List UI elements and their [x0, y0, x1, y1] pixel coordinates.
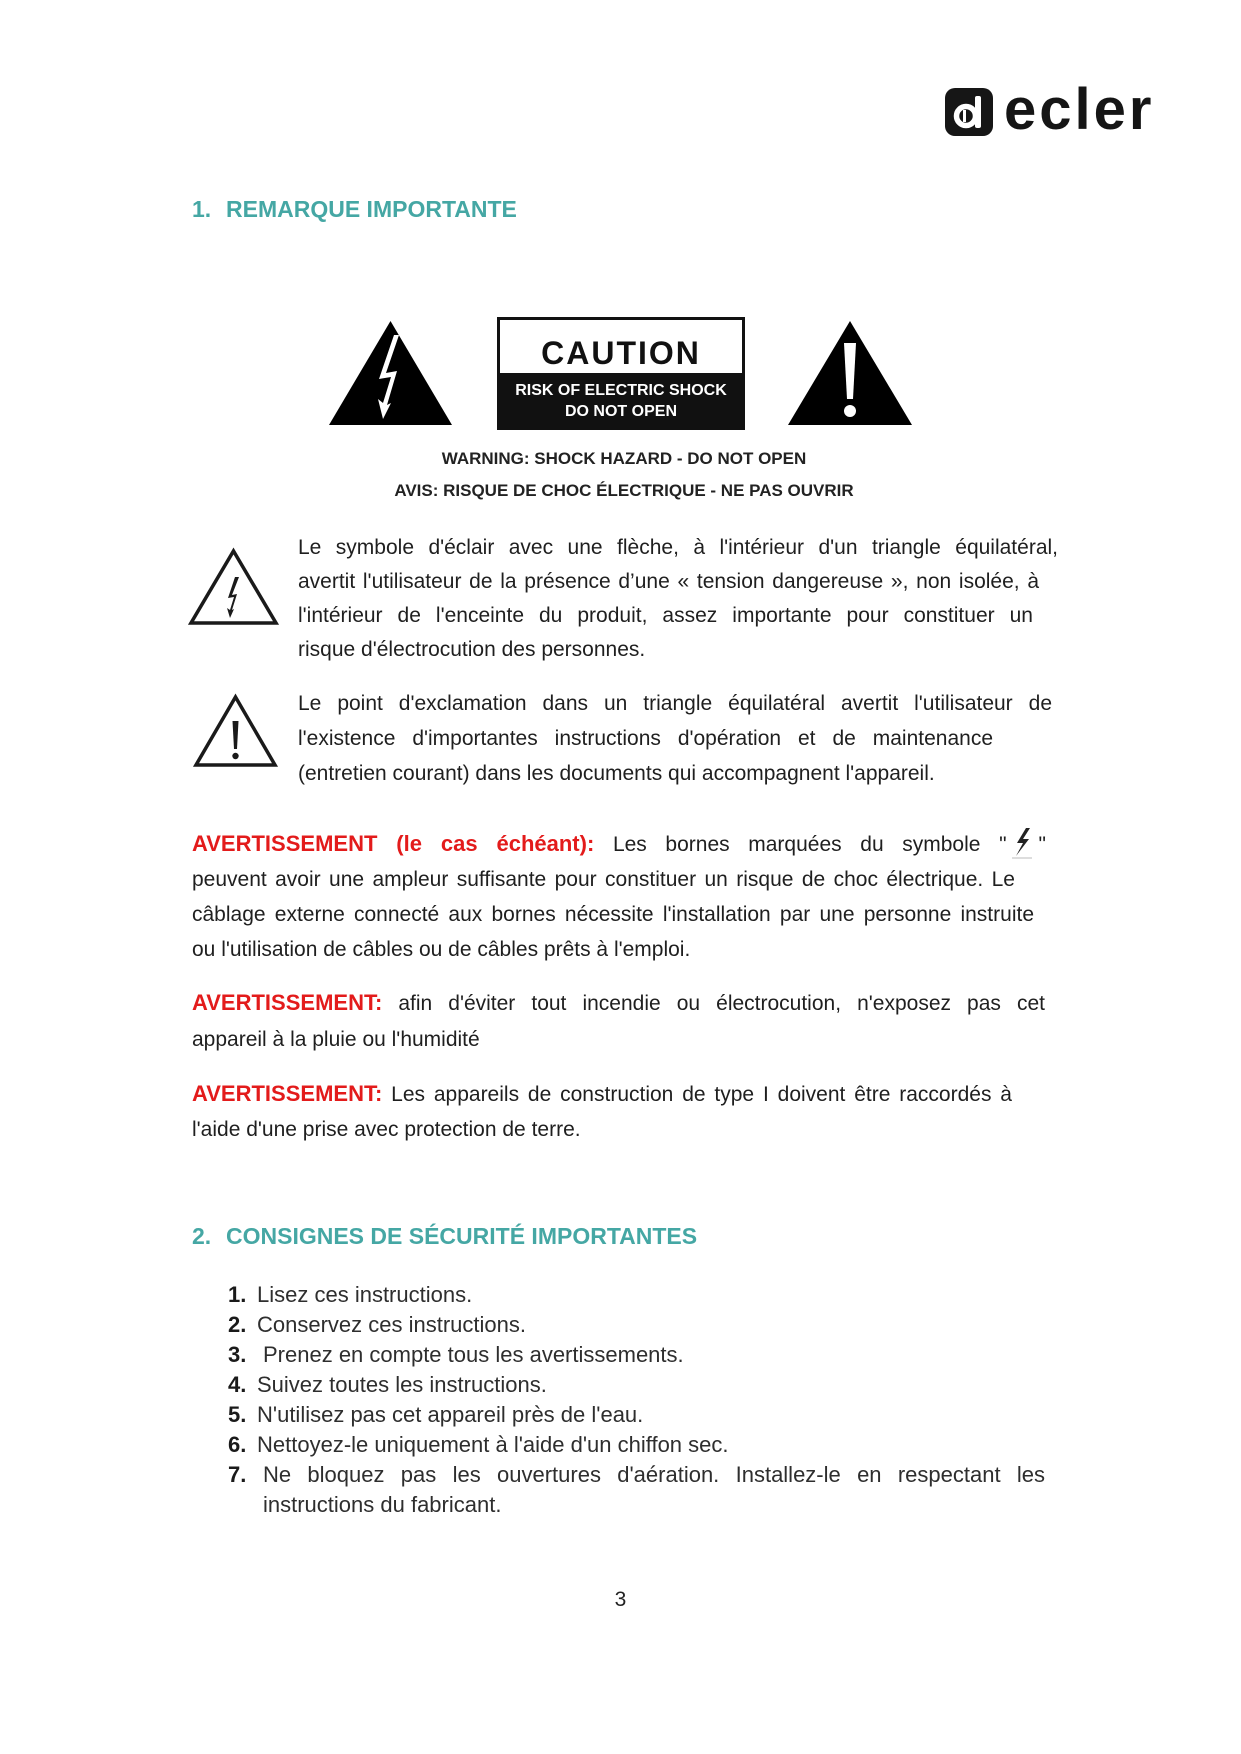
list-item-number: 4.	[228, 1372, 247, 1397]
list-item-line: Ne bloquez pas les ouvertures d'aération. Installez-le en respectant les	[263, 1462, 1045, 1487]
section-2-heading	[192, 1221, 892, 1251]
exclamation-triangle-icon	[786, 319, 914, 427]
exclamation-note-line: Le point d'exclamation dans un triangle équilatéral avertit l'utilisateur de	[298, 692, 1052, 715]
lightning-bolt-icon	[1011, 827, 1033, 859]
list-item	[228, 1370, 1045, 1400]
lightning-note	[298, 531, 1058, 667]
list-item-number: 6.	[228, 1432, 247, 1457]
list-item-text: Prenez en compte tous les avertissements.	[263, 1342, 684, 1367]
section-number: 1.	[192, 196, 212, 222]
warning-line: peuvent avoir une ampleur suffisante pour constituer un risque de choc électrique. Le	[192, 868, 1015, 891]
exclamation-note-line: l'existence d'importantes instructions d'opération et de maintenance	[298, 727, 993, 750]
lightning-note-line: l'intérieur de l'enceinte du produit, assez importante pour constituer un	[298, 604, 1033, 627]
section-number: 2.	[192, 1223, 212, 1249]
warning-lead-text: Les appareils de construction de type I doivent être raccordés à	[391, 1083, 1012, 1106]
exclamation-note	[298, 686, 1052, 791]
lightning-note-line: risque d'électrocution des personnes.	[298, 638, 646, 661]
list-item-number: 3.	[228, 1342, 247, 1367]
list-item-text: Nettoyez-le uniquement à l'aide d'un chiffon sec.	[257, 1432, 729, 1457]
list-item-number: 2.	[228, 1312, 247, 1337]
warning-caption-en: WARNING: SHOCK HAZARD - DO NOT OPEN	[441, 449, 807, 468]
list-item	[228, 1400, 1045, 1430]
list-item-text	[263, 1460, 1045, 1520]
list-item	[228, 1430, 1045, 1460]
section-title: REMARQUE IMPORTANTE	[226, 196, 517, 222]
warning-paragraph-3	[192, 1076, 1012, 1147]
list-item	[228, 1460, 1045, 1520]
list-item-line: instructions du fabricant.	[263, 1492, 502, 1517]
list-item-text: N'utilisez pas cet appareil près de l'eau.	[257, 1402, 644, 1427]
lightning-note-line: Le symbole d'éclair avec une flèche, à l'intérieur d'un triangle équilatéral,	[298, 536, 1058, 559]
warning-label: AVERTISSEMENT (le cas échéant):	[192, 831, 595, 856]
warning-paragraph-1	[192, 826, 1046, 967]
electric-shock-triangle-icon	[327, 319, 454, 427]
section-title: CONSIGNES DE SÉCURITÉ IMPORTANTES	[226, 1223, 698, 1249]
lightning-triangle-icon	[187, 547, 280, 627]
warning-paragraph-2	[192, 985, 1045, 1058]
warning-line	[192, 1076, 1012, 1112]
caution-line-2: DO NOT OPEN	[564, 403, 677, 420]
warning-lead-text: afin d'éviter tout incendie ou électrocution, n'exposez pas cet	[398, 992, 1045, 1015]
warning-label: AVERTISSEMENT:	[192, 990, 383, 1015]
exclamation-note-line: (entretien courant) dans les documents qui accompagnent l'appareil.	[298, 762, 935, 785]
ecler-logo-icon	[945, 88, 993, 136]
warning-line: l'aide d'une prise avec protection de terre.	[192, 1118, 581, 1141]
list-item-number: 5.	[228, 1402, 247, 1427]
list-item-text: Suivez toutes les instructions.	[257, 1372, 547, 1397]
list-item-number: 1.	[228, 1282, 247, 1307]
list-item-number: 7.	[228, 1462, 247, 1487]
list-item-text: Conservez ces instructions.	[257, 1312, 526, 1337]
warning-line: ou l'utilisation de câbles ou de câbles prêts à l'emploi.	[192, 938, 691, 961]
list-item-text: Lisez ces instructions.	[257, 1282, 473, 1307]
safety-instructions-list	[228, 1280, 1045, 1520]
list-item	[228, 1310, 1045, 1340]
brand-logo-text: ecler	[1004, 77, 1155, 142]
section-1-heading	[192, 194, 892, 224]
caution-label	[497, 317, 745, 430]
warning-line	[192, 985, 1045, 1022]
lightning-note-line: avertit l'utilisateur de la présence d’une « tension dangereuse », non isolée, à	[298, 570, 1039, 593]
caution-band	[500, 373, 742, 427]
warning-line	[192, 826, 1046, 862]
warning-line: appareil à la pluie ou l'humidité	[192, 1028, 480, 1051]
warning-lead-text: Les bornes marquées du symbole "	[612, 833, 1007, 856]
warning-caption-fr: AVIS: RISQUE DE CHOC ÉLECTRIQUE - NE PAS OUVRIR	[394, 481, 854, 500]
exclamation-outline-triangle-icon	[192, 693, 279, 769]
warning-label: AVERTISSEMENT:	[192, 1081, 383, 1106]
page-number: 3	[614, 1588, 627, 1611]
list-item	[228, 1280, 1045, 1310]
list-item	[228, 1340, 1045, 1370]
caution-title: CAUTION	[541, 335, 701, 371]
warning-line: câblage externe connecté aux bornes nécessite l'installation par une personne instruite	[192, 903, 1034, 926]
caution-line-1: RISK OF ELECTRIC SHOCK	[515, 382, 727, 399]
warning-symbol-quote: "	[1038, 833, 1047, 856]
